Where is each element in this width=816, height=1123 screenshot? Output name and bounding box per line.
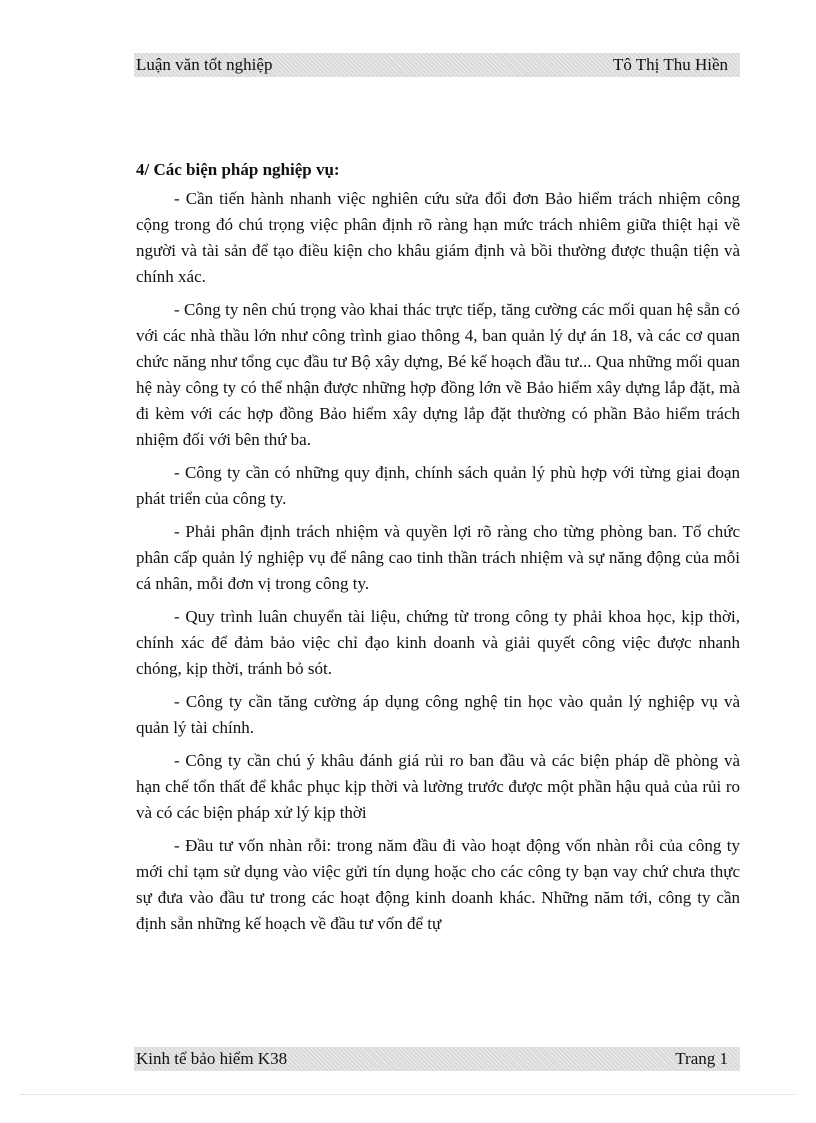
page-edge-divider — [20, 1094, 796, 1095]
paragraph: - Cần tiến hành nhanh việc nghiên cứu sửa đổi đơn Bảo hiểm trách nhiệm công cộng trong đó chú trọng việc phân định rõ ràng hạn mức trách nhiêm giữa thiệt hại về người và tài sản để tạo điều kiện cho khâu giám định và bồi thường được thuận tiện và chính xác. — [136, 189, 740, 286]
paragraph: - Quy trình luân chuyển tài liệu, chứng từ trong công ty phải khoa học, kịp thời, chính xác để đảm bảo việc chỉ đạo kinh doanh và giải quyết công việc được nhanh chóng, kịp thời, tránh bỏ sót. — [136, 607, 740, 678]
paragraph: - Đầu tư vốn nhàn rỗi: trong năm đầu đi vào hoạt động vốn nhàn rỗi của công ty mới chỉ tạm sử dụng vào việc gửi tín dụng hoặc cho các công ty bạn vay chứ chưa thực sự đưa vào đầu tư trong các hoạt động kinh doanh khác. Những năm tới, công ty cần định sẵn những kế hoạch về đầu tư vốn để tự — [136, 836, 740, 933]
paragraph: - Công ty cần chú ý khâu đánh giá rủi ro ban đầu và các biện pháp dề phòng và hạn chế tổn thất để khắc phục kịp thời và lường trước được một phần hậu quả của rủi ro và có các biện pháp xử lý kịp thời — [136, 751, 740, 822]
body-content — [136, 157, 740, 944]
page-footer — [134, 1047, 740, 1071]
page-header — [134, 53, 740, 77]
paragraph: - Công ty nên chú trọng vào khai thác trực tiếp, tăng cường các mối quan hệ sẵn có với các nhà thầu lớn như công trình giao thông 4, ban quản lý dự án 18, và các cơ quan chức năng như tổng cục đầu tư Bộ xây dựng, Bé kế hoạch đầu tư... Qua những mối quan hệ này công ty có thể nhận được những hợp đồng lớn về Bảo hiểm xây dựng lắp đặt, mà đi kèm với các hợp đồng Bảo hiểm xây dựng lắp đặt thường có phần Bảo hiểm trách nhiệm đối với bên thứ ba. — [136, 300, 740, 449]
section-heading: 4/ Các biện pháp nghiệp vụ: — [136, 160, 340, 179]
paragraph: - Công ty cần tăng cường áp dụng công nghệ tin học vào quản lý nghiệp vụ và quản lý tài chính. — [136, 692, 740, 737]
paragraph: - Phải phân định trách nhiệm và quyền lợi rõ ràng cho từng phòng ban. Tổ chức phân cấp quản lý nghiệp vụ để nâng cao tinh thần trách nhiệm và sự năng động của mỗi cá nhân, mỗi đơn vị trong công ty. — [136, 522, 740, 593]
paragraph: - Công ty cần có những quy định, chính sách quản lý phù hợp với từng giai đoạn phát triển của công ty. — [136, 463, 740, 508]
header-author-name: Tô Thị Thu Hiền — [612, 55, 728, 74]
footer-course-label: Kinh tế bảo hiểm K38 — [136, 1049, 288, 1068]
header-thesis-label: Luận văn tốt nghiệp — [136, 55, 273, 74]
footer-page-number: Trang 1 — [675, 1049, 728, 1068]
